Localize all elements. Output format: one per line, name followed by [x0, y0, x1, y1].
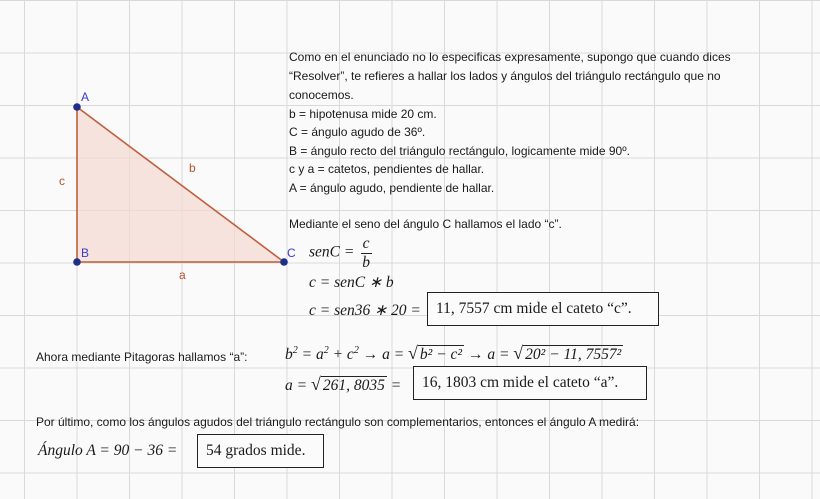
- equation-angle-a: Ángulo A = 90 − 36 =: [38, 442, 178, 459]
- equation-senc-left: senC =: [309, 243, 355, 261]
- eq5-left: a =: [285, 377, 311, 394]
- radical-sign-2: √: [513, 343, 524, 363]
- result-box-c: 11, 7557 cm mide el cateto “c”.: [427, 292, 659, 326]
- radicand-3: 261, 8035: [322, 377, 385, 394]
- vertex-a-point: [73, 103, 81, 111]
- side-c-label: c: [59, 174, 65, 188]
- equation-c-product: c = senC ∗ b: [309, 274, 394, 291]
- vertex-a-label: A: [81, 90, 90, 104]
- equation-pitagoras: [285, 343, 623, 364]
- radicand-2: 20² − 11, 7557²: [525, 346, 622, 363]
- equation-senc: [309, 236, 374, 270]
- ultimo-label: Por último, como los ángulos agudos del triángulo rectángulo son complementarios, entonces el ángulo A medirá:: [36, 415, 640, 429]
- triangle-diagram: [0, 0, 300, 300]
- result-box-a: 16, 1803 cm mide el cateto “a”.: [413, 366, 647, 400]
- eq4-c2: + c: [328, 346, 354, 363]
- fraction-denominator: b: [362, 253, 370, 271]
- result-box-angle-a: 54 grados mide.: [197, 434, 324, 468]
- text-line-6: B = ángulo recto del triángulo rectángulo, logicamente mide 90º.: [289, 144, 630, 158]
- vertex-c-label: C: [287, 246, 296, 260]
- text-line-4: b = hipotenusa mide 20 cm.: [289, 107, 437, 121]
- eq4-sup1: 2: [292, 344, 298, 356]
- equation-c-value: c = sen36 ∗ 20 =: [309, 302, 421, 319]
- vertex-b-label: B: [81, 246, 90, 260]
- text-line-8: A = ángulo agudo, pendiente de hallar.: [289, 181, 495, 195]
- fraction-numerator: c: [362, 235, 370, 252]
- text-line-2: “Resolver”, te refieres a hallar los lados y ángulos del triángulo rectángulo que no: [289, 69, 721, 83]
- eq4-sup3: 2: [353, 344, 359, 356]
- text-line-5: C = ángulo agudo de 36º.: [289, 125, 426, 139]
- text-line-7: c y a = catetos, pendientes de hallar.: [289, 162, 485, 176]
- equation-a-value: [285, 374, 401, 395]
- vertex-b-point: [73, 258, 81, 266]
- radical-sign-1: √: [408, 343, 418, 363]
- eq4-arrow1: → a =: [358, 346, 409, 363]
- radical-sign-3: √: [310, 374, 321, 394]
- eq4-a2: = a: [297, 346, 324, 363]
- side-a-label: a: [179, 268, 186, 282]
- side-b-label: b: [189, 161, 196, 175]
- text-line-3: conocemos.: [289, 88, 354, 102]
- eq4-b: b: [285, 346, 293, 363]
- eq5-equals: =: [386, 377, 402, 394]
- text-line-1: Como en el enunciado no lo especificas expresamente, supongo que cuando dices: [289, 50, 731, 64]
- text-line-9: Mediante el seno del ángulo C hallamos el lado “c”.: [289, 217, 562, 231]
- fraction-c-over-b: [360, 236, 372, 270]
- radicand-1: b² − c²: [419, 346, 463, 363]
- eq4-arrow2: → a =: [464, 346, 514, 363]
- eq4-sup2: 2: [323, 344, 329, 356]
- pitagoras-label: Ahora mediante Pitagoras hallamos “a”:: [36, 350, 248, 364]
